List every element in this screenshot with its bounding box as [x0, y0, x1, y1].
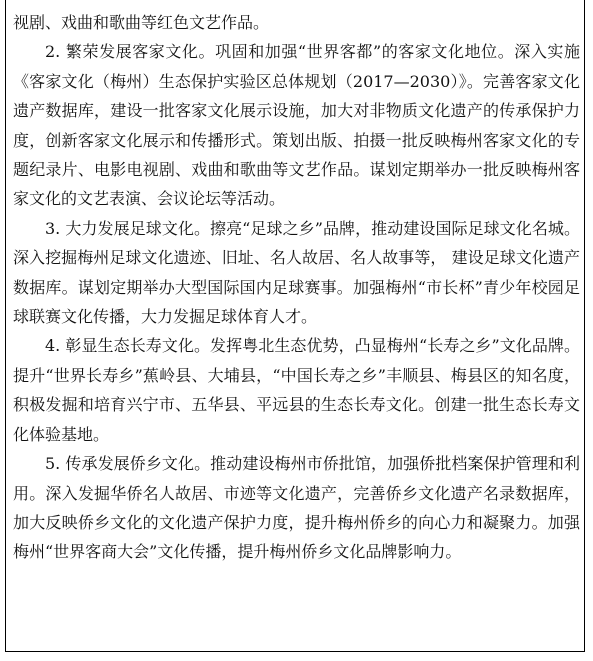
paragraph-football-culture: 3. 大力发展足球文化。擦亮“足球之乡”品牌，推动建设国际足球文化名城。深入挖掘梅州足球文化遗迹、旧址、名人故居、名人故事等， 建设足球文化遗产数据库。谋划定期举办大型国际国内足球赛事。加强梅州“市长杯”青少年校园足球联赛文化传播，大力发掘足球体育人才。: [13, 218, 580, 327]
paragraph-longevity-culture: 4. 彰显生态长寿文化。发挥粤北生态优势，凸显梅州“长寿之乡”文化品牌。提升“世界长寿乡”蕉岭县、大埔县，“中国长寿之乡”丰顺县、梅县区的知名度，积极发掘和培育兴宁市、五华县、平远县的生态长寿文化。创建一批生态长寿文化体验基地。: [13, 336, 580, 444]
paragraph-continuation: 视剧、戏曲和歌曲等红色文艺作品。: [13, 13, 270, 32]
document-body: [5, 0, 585, 652]
paragraph-hakka-culture: 2. 繁荣发展客家文化。巩固和加强“世界客都”的客家文化地位。深入实施《客家文化（梅州）生态保护实验区总体规划（2017—2030）》。完善客家文化遗产数据库，建设一批客家文化展示设施，加大对非物质文化遗产的传承保护力度，创新客家文化展示和传播形式。策划出版、拍摄一批反映梅州客家文化的专题纪录片、电影电视剧、戏曲和歌曲等文艺作品。谋划定期举办一批反映梅州客家文化的文艺表演、会议论坛等活动。: [13, 42, 580, 209]
paragraph-overseas-chinese-culture: 5. 传承发展侨乡文化。推动建设梅州市侨批馆，加强侨批档案保护管理和利用。深入发掘华侨名人故居、市迹等文化遗产，完善侨乡文化遗产名录数据库，加大反映侨乡文化的文化遗产保护力度，提升梅州侨乡的向心力和凝聚力。加强梅州“世界客商大会”文化传播，提升梅州侨乡文化品牌影响力。: [13, 454, 580, 562]
